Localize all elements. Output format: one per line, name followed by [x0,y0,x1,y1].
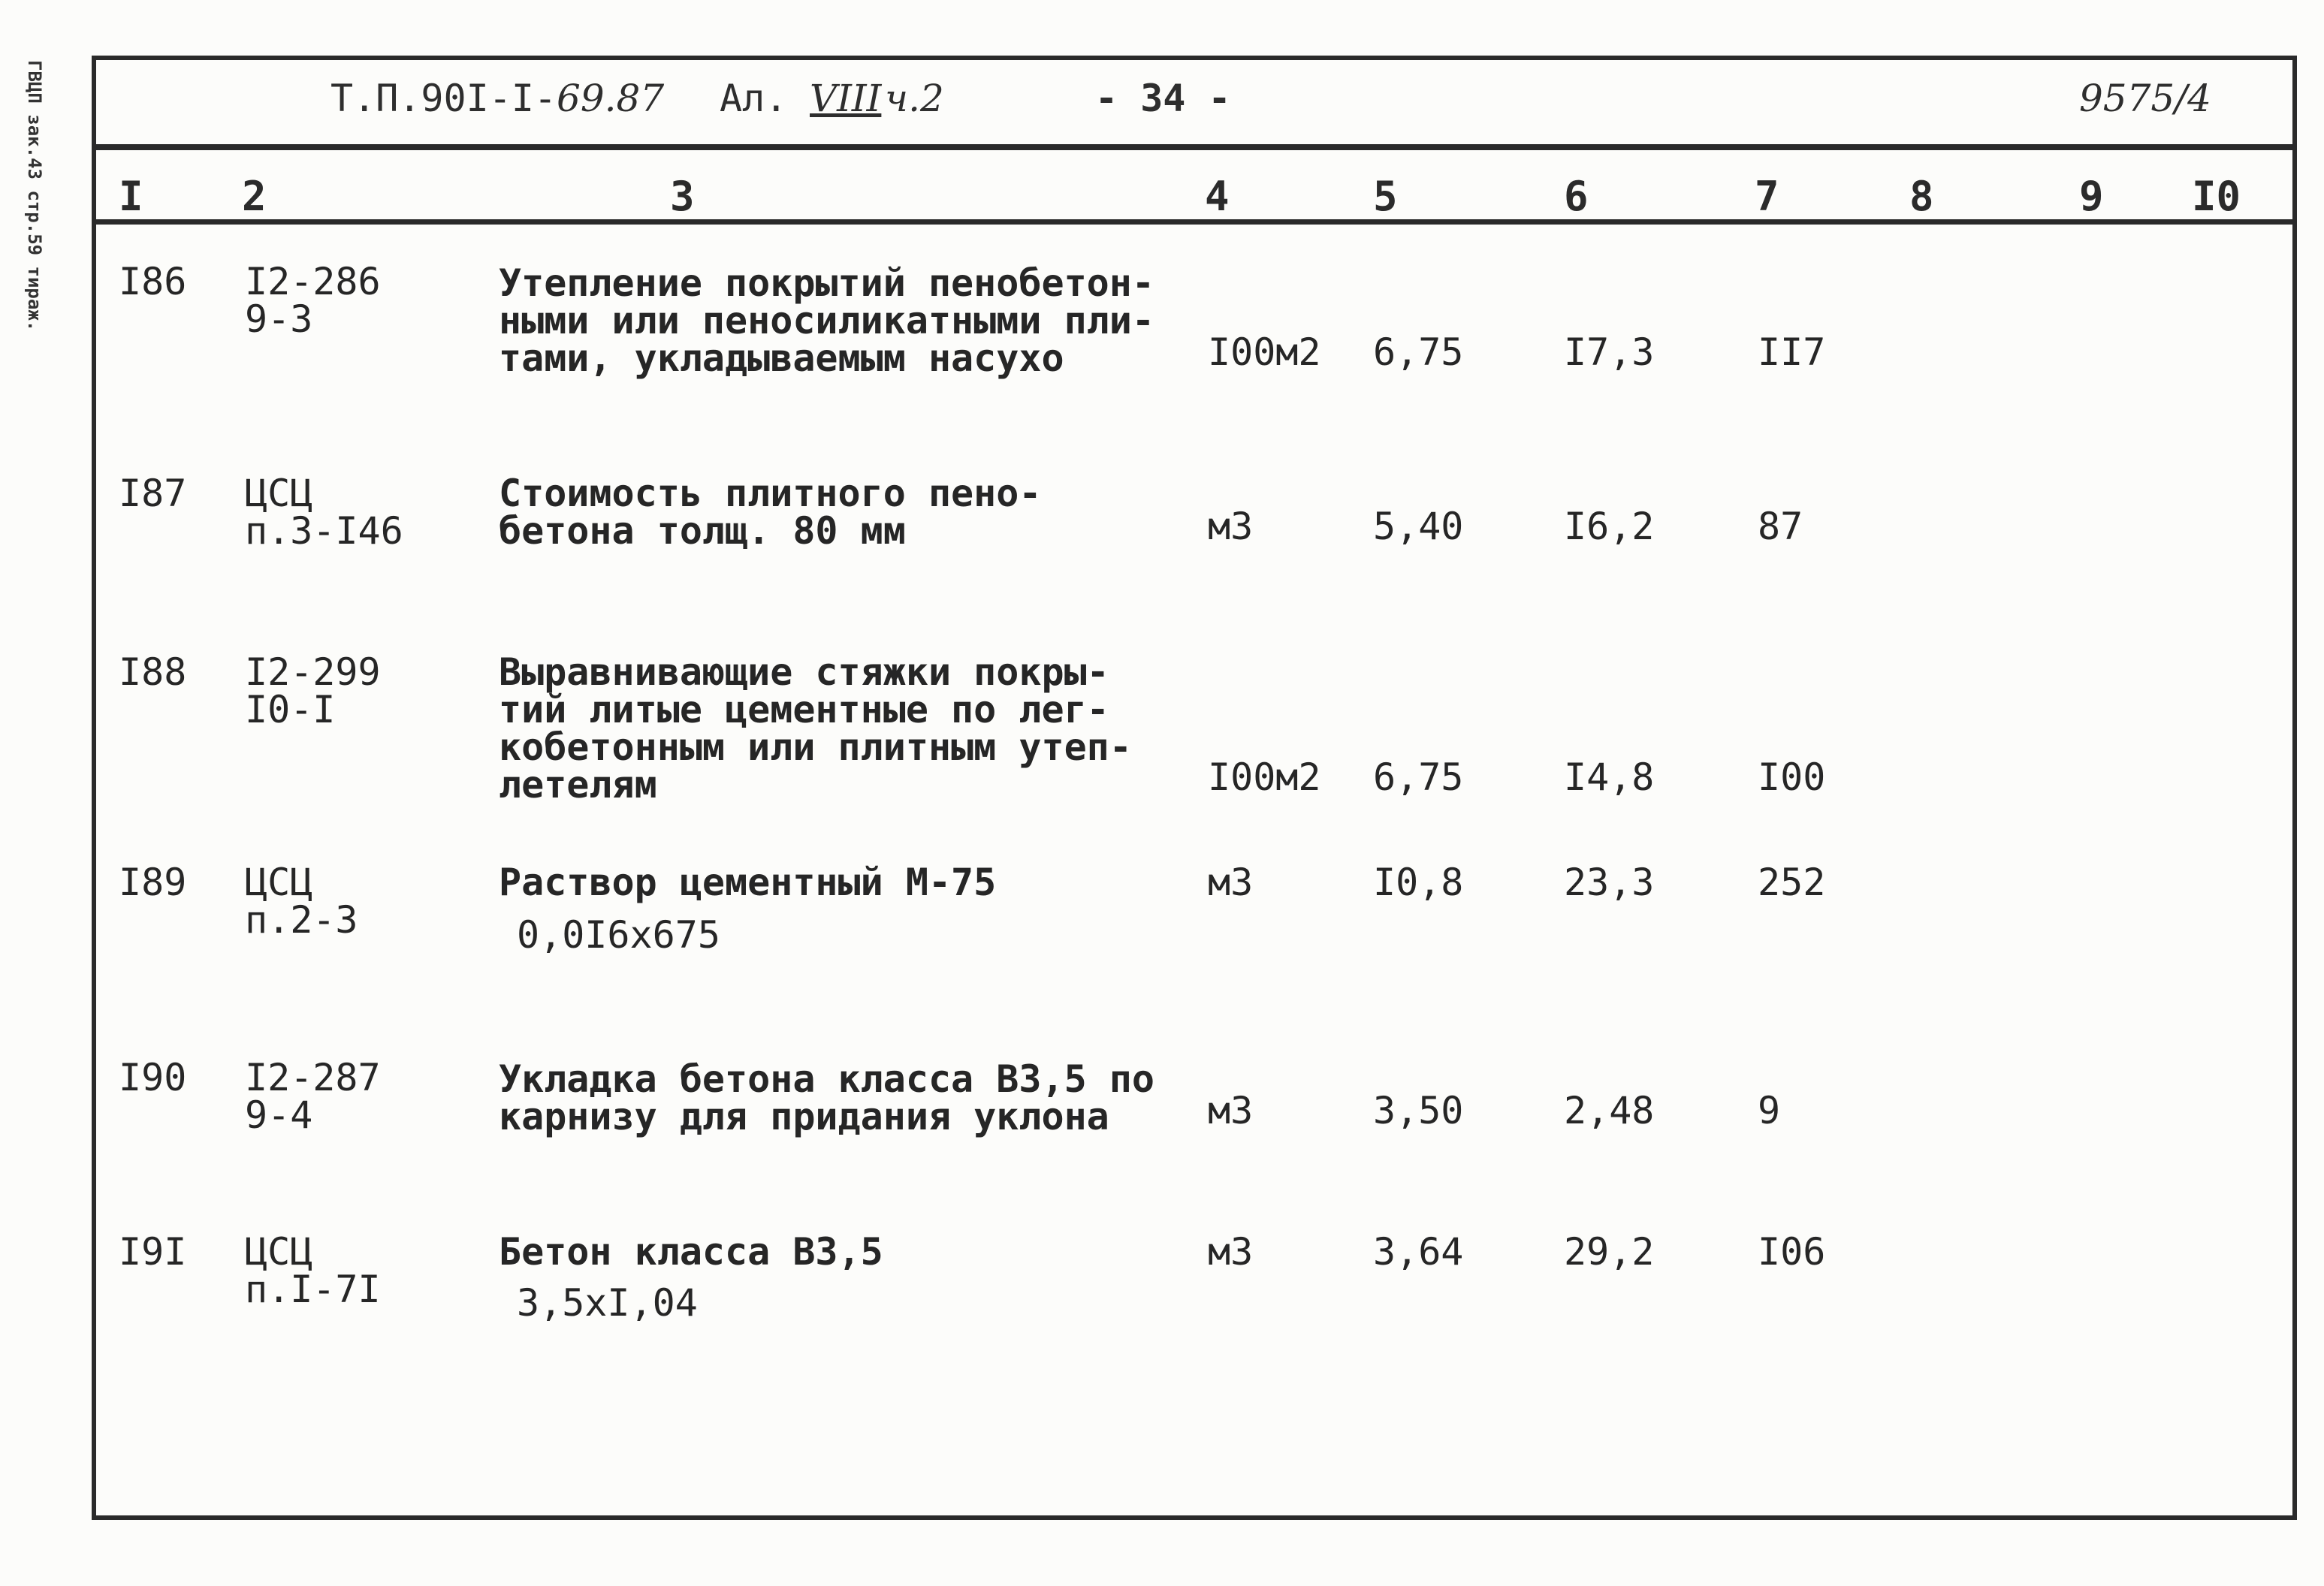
unit-price: 29,2 [1564,1230,1655,1274]
total-cost: 87 [1758,505,1803,548]
work-description: Утепление покрытий пенобетон- ными или пеносиликатными пли- тами, укладываемым насухо [499,261,1154,380]
row-number: I88 [119,650,187,694]
album-label: Ал. [720,77,788,120]
norm-code: I2-286 9-3 [245,260,381,341]
unit: I00м2 [1208,755,1321,799]
col-header-5: 5 [1373,173,1398,220]
row-number: I9I [119,1230,187,1274]
unit-price: 2,48 [1564,1089,1655,1132]
norm-code: ЦСЦ п.3-I46 [245,472,403,553]
total-cost: 9 [1758,1089,1781,1132]
norm-code: I2-299 I0-I [245,650,381,731]
work-description: Укладка бетона класса В3,5 по карнизу для придания уклона [499,1057,1154,1138]
unit-price: 23,3 [1564,861,1655,904]
page-number: - 34 - [1095,77,1231,120]
material-calculation: 0,0I6х675 [517,913,720,957]
quantity: I0,8 [1373,861,1464,904]
total-cost: II7 [1758,330,1826,374]
norm-code: ЦСЦ п.I-7I [245,1230,381,1311]
unit: I00м2 [1208,330,1321,374]
col-header-2: 2 [242,173,267,220]
doc-code [330,77,664,120]
col-header-4: 4 [1205,173,1230,220]
col-header-9: 9 [2079,173,2104,220]
unit-price: I4,8 [1564,755,1655,799]
side-stamp: ГВЦП зак.43 стр.59 тираж. [24,60,45,332]
norm-code: ЦСЦ п.2-3 [245,861,358,942]
work-description: Бетон класса В3,5 [499,1230,883,1274]
material-calculation: 3,5хI,04 [517,1281,698,1325]
doc-code-printed: Т.П.90I-I- [330,77,557,120]
document-frame [92,56,2297,1520]
col-header-8: 8 [1909,173,1934,220]
col-header-7: 7 [1755,173,1779,220]
norm-code: I2-287 9-4 [245,1056,381,1137]
col-header-10: I0 [2192,173,2241,220]
total-cost: 252 [1758,861,1826,904]
work-description: Выравнивающие стяжки покры- тий литые цементные по лег- кобетонным или плитным утеп- летелям [499,650,1132,807]
part-number: ч.2 [885,77,944,120]
unit: м3 [1208,1230,1254,1274]
work-description: Стоимость плитного пено- бетона толщ. 80 мм [499,472,1042,553]
unit-price: I7,3 [1564,330,1655,374]
quantity: 6,75 [1373,755,1464,799]
total-cost: I00 [1758,755,1826,799]
doc-code-handwritten: 69.87 [557,77,665,120]
unit: м3 [1208,1089,1254,1132]
unit: м3 [1208,861,1254,904]
col-header-6: 6 [1564,173,1589,220]
quantity: 5,40 [1373,505,1464,548]
column-header-rule [96,219,2292,225]
album-number: VIII [810,77,882,120]
row-number: I87 [119,472,187,515]
work-description: Раствор цементный М-75 [499,861,997,904]
unit: м3 [1208,505,1254,548]
col-header-3: 3 [670,173,695,220]
col-header-1: I [119,173,143,220]
quantity: 3,50 [1373,1089,1464,1132]
row-number: I89 [119,861,187,904]
total-cost: I06 [1758,1230,1826,1274]
quantity: 6,75 [1373,330,1464,374]
header-rule [96,144,2292,150]
unit-price: I6,2 [1564,505,1655,548]
row-number: I86 [119,260,187,303]
quantity: 3,64 [1373,1230,1464,1274]
row-number: I90 [119,1056,187,1099]
sheet-number: 9575/4 [2079,77,2211,120]
